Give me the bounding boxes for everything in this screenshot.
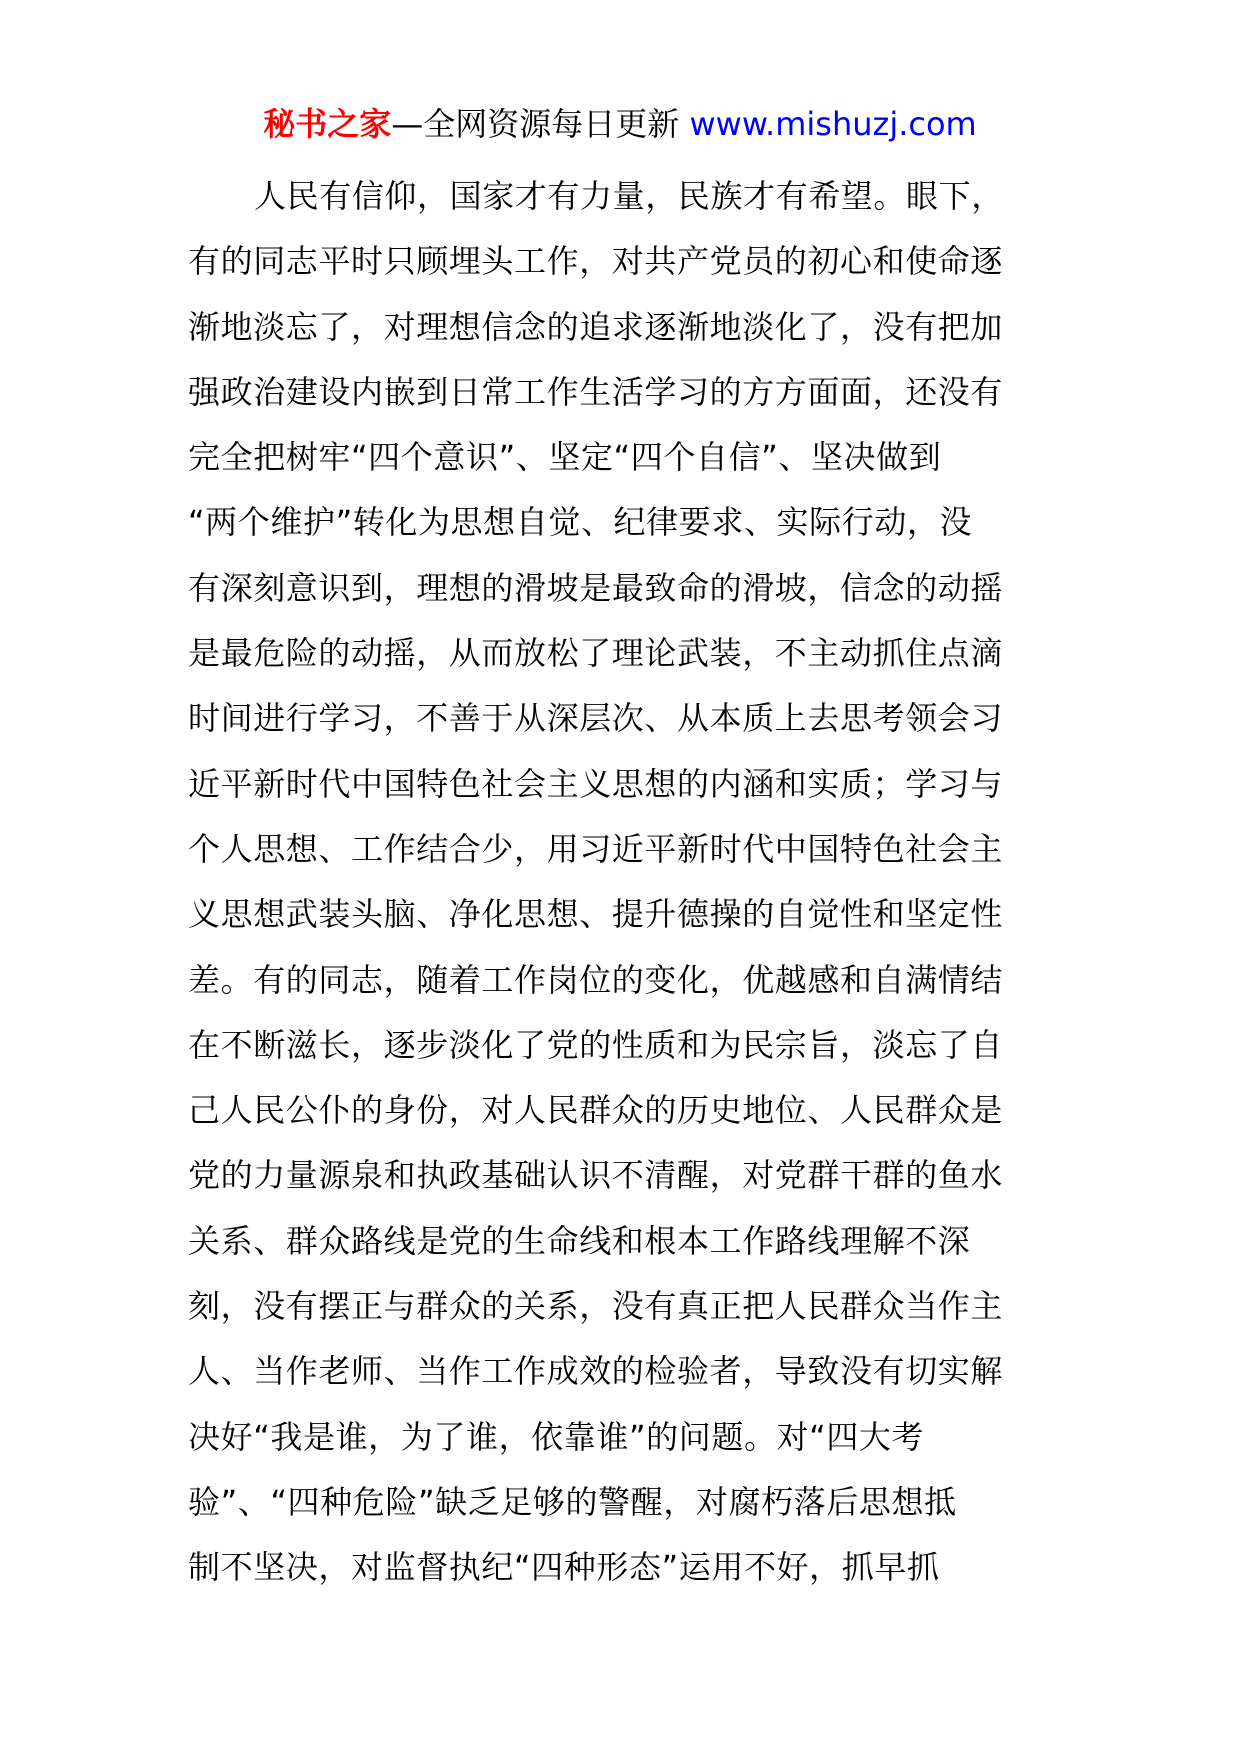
text-line: 是最危险的动摇，从而放松了理论武装，不主动抓住点滴 — [188, 634, 1004, 673]
text-line: 刻，没有摆正与群众的关系，没有真正把人民群众当作主 — [188, 1287, 1004, 1326]
text-line: 强政治建设内嵌到日常工作生活学习的方方面面，还没有 — [188, 372, 1004, 411]
text-line: 在不断滋长，逐步淡化了党的性质和为民宗旨，淡忘了自 — [188, 1025, 1004, 1064]
text-line: 验”、“四种危险”缺乏足够的警醒，对腐朽落后思想抵 — [188, 1482, 957, 1521]
text-line: 人、当作老师、当作工作成效的检验者，导致没有切实解 — [188, 1352, 1004, 1391]
text-line: 差。有的同志，随着工作岗位的变化，优越感和自满情结 — [188, 960, 1004, 999]
text-line: 有的同志平时只顾埋头工作，对共产党员的初心和使命逐 — [188, 242, 1004, 281]
text-line: 义思想武装头脑、净化思想、提升德操的自觉性和坚定性 — [188, 895, 1004, 934]
text-line: 己人民公仆的身份，对人民群众的历史地位、人民群众是 — [188, 1091, 1004, 1130]
text-line: 人民有信仰，国家才有力量，民族才有希望。眼下， — [254, 177, 1004, 215]
text-line: 决好“我是谁，为了谁，依靠谁”的问题。对“四大考 — [188, 1417, 925, 1456]
text-line: 关系、群众路线是党的生命线和根本工作路线理解不深 — [188, 1221, 971, 1260]
text-line: 渐地淡忘了，对理想信念的追求逐渐地淡化了，没有把加 — [188, 307, 1004, 346]
text-line: 制不坚决，对监督执纪“四种形态”运用不好，抓早抓 — [188, 1548, 940, 1587]
text-line: 有深刻意识到，理想的滑坡是最致命的滑坡，信念的动摇 — [188, 568, 1004, 607]
header-url-link[interactable]: www.mishuzj.com — [689, 105, 977, 143]
text-line: 时间进行学习，不善于从深层次、从本质上去思考领会习 — [188, 699, 1004, 738]
text-line: 个人思想、工作结合少，用习近平新时代中国特色社会主 — [188, 829, 1004, 868]
header-brand: 秘书之家 — [263, 105, 392, 143]
header-tagline: —全网资源每日更新 — [391, 105, 680, 143]
text-line: 完全把树牢“四个意识”、坚定“四个自信”、坚决做到 — [188, 438, 942, 477]
body-paragraph — [188, 164, 1058, 1601]
page-header — [0, 100, 1240, 148]
text-line: 党的力量源泉和执政基础认识不清醒，对党群干群的鱼水 — [188, 1156, 1004, 1195]
text-line: “两个维护”转化为思想自觉、纪律要求、实际行动，没 — [188, 503, 973, 542]
text-line: 近平新时代中国特色社会主义思想的内涵和实质；学习与 — [188, 764, 1004, 803]
